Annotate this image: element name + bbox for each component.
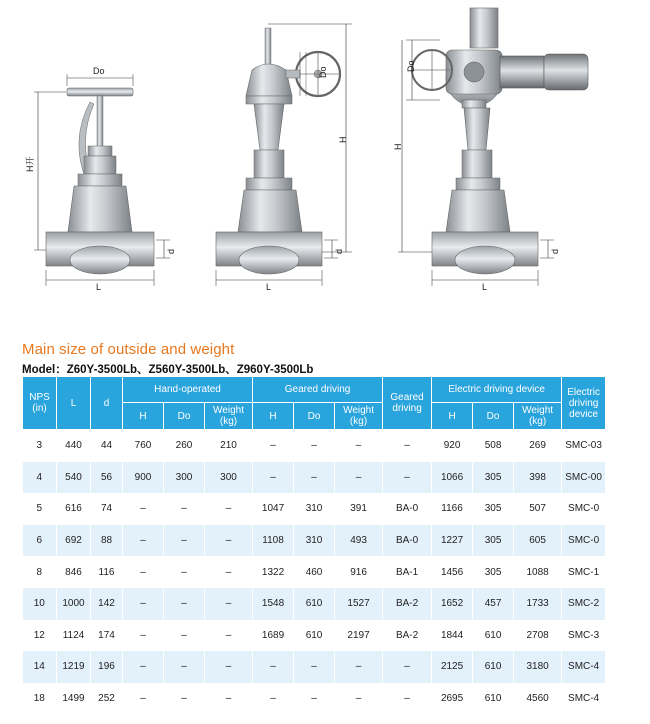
table-row: [23, 462, 606, 494]
cell-electric-weight: 2708: [514, 620, 562, 652]
header-electric-device-group: Electric driving device: [432, 377, 562, 403]
header-geared-do: Do: [294, 403, 335, 430]
cell-electric-do: 610: [473, 651, 514, 683]
cell-electric-do: 457: [473, 588, 514, 620]
cell-hand-do: 260: [164, 430, 205, 462]
dim-l-label: L: [96, 282, 102, 292]
dim-do-label-3: Do: [406, 60, 416, 72]
cell-hand-h: 760: [123, 430, 164, 462]
cell-electric-h: 920: [432, 430, 473, 462]
cell-hand-h: –: [123, 651, 164, 683]
cell-geared-model: BA-0: [383, 493, 432, 525]
cell-geared-do: 310: [294, 493, 335, 525]
cell-electric-device: SMC-4: [562, 683, 606, 715]
cell-geared-weight: 1527: [335, 588, 383, 620]
cell-hand-weight: –: [205, 556, 253, 588]
cell-electric-device: SMC-00: [562, 462, 606, 494]
handwheel: [67, 88, 133, 96]
cell-l: 1219: [57, 651, 91, 683]
cell-l: 616: [57, 493, 91, 525]
cell-hand-weight: –: [205, 493, 253, 525]
cell-electric-device: SMC-3: [562, 620, 606, 652]
cell-electric-h: 1844: [432, 620, 473, 652]
header-electric-weight: Weight (kg): [514, 403, 562, 430]
table-row: [23, 430, 606, 462]
cell-d: 142: [91, 588, 123, 620]
cell-electric-do: 305: [473, 462, 514, 494]
cell-nps: 12: [23, 620, 57, 652]
cell-electric-device: SMC-1: [562, 556, 606, 588]
cell-geared-h: 1689: [253, 620, 294, 652]
cell-l: 692: [57, 525, 91, 557]
header-l: L: [57, 377, 91, 430]
electric-valve-drawing: [393, 8, 588, 292]
cell-d: 74: [91, 493, 123, 525]
dim-l-label-2: L: [266, 282, 272, 292]
cell-hand-weight: –: [205, 588, 253, 620]
table-row: [23, 525, 606, 557]
cell-electric-h: 1652: [432, 588, 473, 620]
cell-nps: 5: [23, 493, 57, 525]
cell-geared-do: –: [294, 651, 335, 683]
table-row: [23, 620, 606, 652]
cell-nps: 6: [23, 525, 57, 557]
cell-hand-do: –: [164, 683, 205, 715]
cell-d: 44: [91, 430, 123, 462]
cell-hand-weight: 300: [205, 462, 253, 494]
table-body: [23, 430, 606, 715]
cell-geared-weight: –: [335, 430, 383, 462]
cell-electric-h: 1227: [432, 525, 473, 557]
cell-electric-weight: 507: [514, 493, 562, 525]
cell-geared-model: BA-1: [383, 556, 432, 588]
cell-d: 116: [91, 556, 123, 588]
stem: [97, 96, 103, 148]
cell-electric-do: 305: [473, 493, 514, 525]
dim-do-label: Do: [93, 66, 105, 76]
dim-h-label-2: H: [338, 136, 348, 143]
bonnet-flange: [78, 174, 122, 186]
table-header: [23, 377, 606, 430]
cell-hand-h: 900: [123, 462, 164, 494]
cell-hand-do: –: [164, 588, 205, 620]
cell-geared-h: 1322: [253, 556, 294, 588]
cell-nps: 14: [23, 651, 57, 683]
cell-geared-do: –: [294, 430, 335, 462]
table-row: [23, 493, 606, 525]
cell-electric-do: 610: [473, 683, 514, 715]
cell-hand-weight: –: [205, 620, 253, 652]
stem-top: [265, 28, 271, 66]
cell-hand-h: –: [123, 588, 164, 620]
cell-hand-weight: –: [205, 525, 253, 557]
cell-geared-h: –: [253, 683, 294, 715]
dim-h-open-label: H开: [25, 156, 35, 172]
cell-electric-device: SMC-4: [562, 651, 606, 683]
body-bowl: [70, 246, 130, 274]
table-row: [23, 683, 606, 715]
cell-geared-h: 1548: [253, 588, 294, 620]
cell-electric-do: 508: [473, 430, 514, 462]
cell-d: 196: [91, 651, 123, 683]
cell-hand-weight: 210: [205, 430, 253, 462]
table-row: [23, 588, 606, 620]
dim-d-label-3: d: [550, 248, 560, 254]
valve-drawings-svg: [0, 0, 650, 330]
cell-d: 56: [91, 462, 123, 494]
dim-h-label-3: H: [393, 143, 403, 150]
size-weight-table: [22, 376, 606, 714]
cell-electric-device: SMC-2: [562, 588, 606, 620]
cell-geared-model: –: [383, 430, 432, 462]
cell-geared-model: –: [383, 651, 432, 683]
cell-electric-weight: 1733: [514, 588, 562, 620]
cell-electric-do: 610: [473, 620, 514, 652]
cell-nps: 3: [23, 430, 57, 462]
cell-electric-do: 305: [473, 525, 514, 557]
header-geared-driving: Geared driving: [383, 377, 432, 430]
cell-d: 252: [91, 683, 123, 715]
valve-drawings: [0, 0, 650, 330]
header-hand-do: Do: [164, 403, 205, 430]
dim-do-label-2: Do: [318, 66, 328, 78]
cell-electric-device: SMC-0: [562, 525, 606, 557]
cell-geared-weight: –: [335, 651, 383, 683]
motor: [500, 56, 544, 88]
cell-geared-do: –: [294, 462, 335, 494]
cell-geared-h: 1108: [253, 525, 294, 557]
actuator-top: [470, 8, 498, 48]
header-geared-driving-group: Geared driving: [253, 377, 383, 403]
header-d: d: [91, 377, 123, 430]
cell-electric-h: 2125: [432, 651, 473, 683]
cell-geared-model: BA-2: [383, 620, 432, 652]
cell-hand-do: –: [164, 651, 205, 683]
dim-l-label-3: L: [482, 282, 488, 292]
model-line: Model：Z60Y-3500Lb、Z560Y-3500Lb、Z960Y-3500Lb: [22, 364, 314, 376]
cell-nps: 10: [23, 588, 57, 620]
table-row: [23, 556, 606, 588]
dim-d-label: d: [166, 248, 176, 254]
header-geared-h: H: [253, 403, 294, 430]
cell-electric-device: SMC-03: [562, 430, 606, 462]
cell-electric-h: 1166: [432, 493, 473, 525]
cell-geared-do: 310: [294, 525, 335, 557]
cell-hand-do: 300: [164, 462, 205, 494]
geared-valve-drawing: [216, 24, 352, 292]
cell-electric-weight: 3180: [514, 651, 562, 683]
cell-geared-do: 610: [294, 588, 335, 620]
cell-l: 1499: [57, 683, 91, 715]
column: [254, 104, 284, 150]
cell-hand-h: –: [123, 556, 164, 588]
cell-electric-weight: 398: [514, 462, 562, 494]
header-hand-operated: Hand-operated: [123, 377, 253, 403]
cell-electric-h: 1456: [432, 556, 473, 588]
cell-geared-do: –: [294, 683, 335, 715]
cell-electric-device: SMC-0: [562, 493, 606, 525]
cell-electric-weight: 1088: [514, 556, 562, 588]
table-row: [23, 651, 606, 683]
cell-geared-do: 610: [294, 620, 335, 652]
cell-hand-do: –: [164, 620, 205, 652]
cell-nps: 4: [23, 462, 57, 494]
cell-hand-do: –: [164, 493, 205, 525]
cell-geared-weight: –: [335, 683, 383, 715]
gland: [88, 146, 112, 156]
cell-l: 846: [57, 556, 91, 588]
cell-hand-h: –: [123, 525, 164, 557]
cell-geared-model: –: [383, 683, 432, 715]
cell-geared-weight: 2197: [335, 620, 383, 652]
cell-geared-do: 460: [294, 556, 335, 588]
cell-nps: 18: [23, 683, 57, 715]
cell-l: 540: [57, 462, 91, 494]
cell-electric-weight: 605: [514, 525, 562, 557]
cell-d: 88: [91, 525, 123, 557]
cell-nps: 8: [23, 556, 57, 588]
cell-geared-h: –: [253, 430, 294, 462]
cell-l: 440: [57, 430, 91, 462]
cell-geared-h: –: [253, 462, 294, 494]
cell-geared-weight: 493: [335, 525, 383, 557]
header-hand-weight: Weight (kg): [205, 403, 253, 430]
gearbox: [246, 64, 292, 96]
body-neck: [68, 186, 132, 232]
cell-geared-model: BA-2: [383, 588, 432, 620]
cell-hand-do: –: [164, 525, 205, 557]
cell-l: 1124: [57, 620, 91, 652]
header-electric-device: Electric driving device: [562, 377, 606, 430]
cell-electric-weight: 4560: [514, 683, 562, 715]
cell-geared-model: –: [383, 462, 432, 494]
cell-hand-do: –: [164, 556, 205, 588]
header-nps: NPS (in): [23, 377, 57, 430]
cell-d: 174: [91, 620, 123, 652]
header-hand-h: H: [123, 403, 164, 430]
cell-hand-h: –: [123, 683, 164, 715]
cell-electric-do: 305: [473, 556, 514, 588]
cell-l: 1000: [57, 588, 91, 620]
cell-hand-weight: –: [205, 651, 253, 683]
cell-geared-h: 1047: [253, 493, 294, 525]
header-electric-do: Do: [473, 403, 514, 430]
cell-geared-weight: 916: [335, 556, 383, 588]
cell-electric-h: 1066: [432, 462, 473, 494]
cell-hand-h: –: [123, 493, 164, 525]
cell-electric-h: 2695: [432, 683, 473, 715]
cell-geared-weight: –: [335, 462, 383, 494]
cell-hand-weight: –: [205, 683, 253, 715]
header-geared-weight: Weight (kg): [335, 403, 383, 430]
cell-geared-weight: 391: [335, 493, 383, 525]
hand-operated-valve-drawing: [25, 66, 176, 292]
section-title: Main size of outside and weight: [22, 341, 235, 358]
cell-hand-h: –: [123, 620, 164, 652]
cell-electric-weight: 269: [514, 430, 562, 462]
dim-d-label-2: d: [334, 248, 344, 254]
bonnet: [84, 156, 116, 174]
cell-geared-h: –: [253, 651, 294, 683]
cell-geared-model: BA-0: [383, 525, 432, 557]
header-electric-h: H: [432, 403, 473, 430]
